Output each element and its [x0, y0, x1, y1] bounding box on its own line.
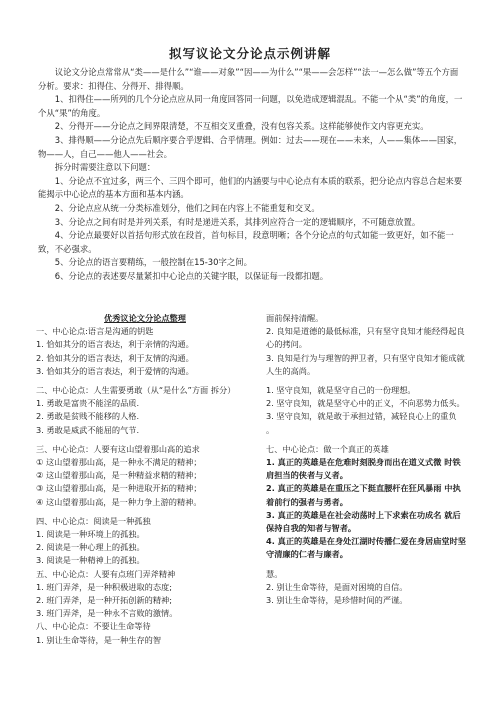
list-item: 1. 阅读是一种环境上的孤独。 — [36, 529, 145, 540]
list-item: 4. 真正的英雄是在身处江湖时传播仁爱在身居庙堂时坚守清廉的仁者与廉者。 — [266, 536, 466, 560]
intro-paragraph: 4、分论点最要好以首括句形式放在段首，首句标目，段意明晰；各个分论点的句式如能一致更好，如不能一致，不必强求。 — [38, 230, 454, 254]
list-item: 3. 真正的英雄是在社会动荡时上下求索在功成名 就后保持自我的知者与智者。 — [266, 509, 461, 534]
list-item: 3. 班门弄斧，是一种永不言败的激情。 — [36, 608, 178, 619]
list-item: 2. 班门弄斧，是一种开拓创新的精神; — [36, 595, 172, 606]
list-item: ① 这山望着那山高，是一种永不满足的精神； — [36, 457, 202, 468]
list-item: 慧。 — [266, 568, 283, 579]
right-column — [266, 312, 466, 607]
list-item: 2. 坚守良知，就是坚守心中的正义，不向恶势力低头。 — [266, 398, 465, 409]
intro-paragraph: 拆分时需要注意以下问题： — [54, 162, 156, 173]
list-item: 2. 别让生命等待，是面对困境的自信。 — [266, 581, 408, 592]
list-item: 3. 恰如其分的语言表达，利于爱情的沟通。 — [36, 365, 194, 376]
list-item: 1. 勇敢是富贵不能淫的品质. — [36, 398, 140, 409]
list-item: 2. 勇敢是贫贱不能移的人格. — [36, 411, 140, 422]
list-item: 3. 坚守良知，就是敢于承担过错，减轻良心上的重负 。 — [266, 411, 457, 435]
section-heading: 八、中心论点：不要让生命等待 — [36, 621, 151, 632]
list-item: 2. 真正的英雄是在重压之下挺直腰杆在狂风暴雨 中执着前行的强者与勇者。 — [266, 483, 461, 507]
list-item: 3. 良知是行为与理智的押卫者，只有坚守良知才能成就人生的高尚。 — [266, 352, 465, 376]
list-item: 3. 勇敢是威武不能屈的气节. — [36, 424, 140, 435]
list-item: ④ 这山望着那山高，是一种力争上游的精神。 — [36, 496, 202, 507]
section-heading: 二、中心论点：人生需要勇敢（从“是什么”方面 拆分） — [36, 385, 236, 396]
list-item: 1. 恰如其分的语言表达，利于亲情的沟通。 — [36, 339, 194, 350]
section-heading: 七、中心论点：做一个真正的英雄 — [266, 443, 389, 454]
intro-paragraph: 1、扣得住——所列的几个分论点应从同一角度回答同一问题，以免造成逻辑混乱。不能一个从“类”的角度，一个从“果”的角度。 — [38, 94, 463, 118]
list-item: 2. 阅读是一种心理上的孤独。 — [36, 542, 145, 553]
intro-paragraph: 议论文分论点常常从“类——是什么”“谁——对象”“因——为什么”“果——会怎样”“法一—怎么做”等五个方面分析。要求：扣得住、分得开、排得顺。 — [38, 67, 459, 91]
intro-paragraph: 5、分论点的语言要精练，一般控制在15-30字之间。 — [54, 257, 252, 268]
list-item: 面前保持清醒。 — [266, 313, 324, 323]
list-item: 3. 阅读是一种精神上的孤独。 — [36, 555, 145, 566]
left-column — [36, 312, 254, 647]
document-title: 拟写议论文分论点示例讲解 — [168, 46, 331, 61]
intro-paragraph: 2、分得开——分论点之间界限清楚，不互相交叉重叠，没有包容关系。这样能够使作文内容更充实。 — [54, 121, 429, 132]
list-item: 2. 良知是道德的最低标准，只有坚守良知才能经得起良心的拷问。 — [266, 326, 465, 350]
section-heading: 五、中心论点：人要有点班门弄斧精神 — [36, 568, 176, 579]
list-item: 1. 真正的英雄是在危难时刻脱身而出在道义式微 时铁肩担当的侠者与义者。 — [266, 457, 461, 481]
intro-paragraph: 3、分论点之间有时是并列关系，有时是递进关系，其排列应符合一定的逻辑顺序，不可随意放置。 — [54, 216, 421, 227]
intro-paragraph: 1、分论点不宜过多，两三个、三四个即可，他们的内涵要与中心论点有本质的联系，把分论点内容总合起来要能揭示中心论点的基本方面和基本内涵。 — [38, 175, 463, 200]
section-title: 优秀议论文分论点整理 — [104, 313, 186, 323]
list-item: 2. 恰如其分的语言表达，利于友情的沟通。 — [36, 352, 194, 363]
list-item: 3. 别让生命等待，是珍惜时间的严谨。 — [266, 595, 408, 606]
intro-paragraph: 6、分论点的表述要尽量紧扣中心论点的关键字眼，以保证每一段都扣题。 — [54, 270, 329, 281]
list-item: ③ 这山望着那山高，是一种进取开拓的精神； — [36, 483, 202, 494]
section-heading: 三、中心论点：人要有这山望着那山高的追求 — [36, 443, 200, 454]
intro-paragraph: 3、排得顺——分论点先后顺序要合乎逻辑、合乎情理。例如：过去——现在——未来，人——集体——国家，物——人，自己——他人——社会。 — [38, 134, 463, 159]
list-item: 1. 班门弄斧，是一种积极进取的态度; — [36, 581, 172, 592]
list-item: 1. 别让生命等待，是一种生存的智 — [36, 634, 162, 645]
list-item: ② 这山望着那山高，是一种精益求精的精神； — [36, 470, 202, 481]
list-item: 1. 坚守良知，就是坚守自己的一份理想。 — [266, 385, 416, 396]
intro-paragraph: 2、分论点应从统一分类标准划分，他们之间在内容上不能重复和交叉。 — [54, 202, 320, 213]
section-heading: 一、中心论点:语言是沟通的钥匙 — [36, 326, 154, 337]
intro-section — [38, 66, 464, 284]
section-heading: 四、中心论点：阅读是一种孤独 — [36, 515, 151, 526]
